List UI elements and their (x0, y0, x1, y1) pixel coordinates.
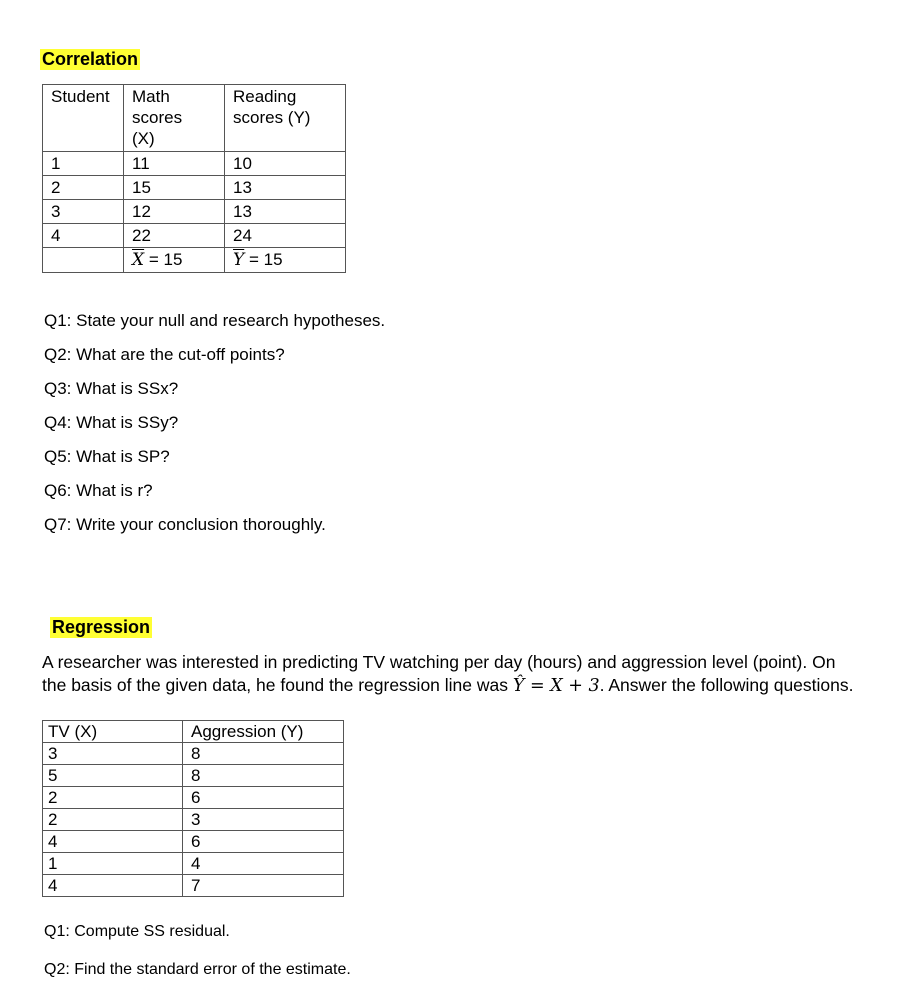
cell-aggression: 3 (183, 809, 344, 831)
cell-aggression: 8 (183, 765, 344, 787)
table-row (43, 743, 344, 765)
mean-row (43, 248, 346, 273)
header-tv: TV (X) (43, 721, 183, 743)
regression-equation: Ŷ = X + 3 (512, 676, 600, 696)
table-header-row (43, 85, 346, 152)
cell-tv: 1 (43, 853, 183, 875)
question: Q2: What are the cut-off points? (44, 345, 285, 364)
correlation-heading: Correlation (42, 49, 139, 69)
question: Q6: What is r? (44, 481, 153, 500)
cell-math: 11 (124, 152, 225, 176)
cell-reading: 10 (225, 152, 346, 176)
regression-intro-line2: the basis of the given data, he found the regression line was Ŷ = X + 3. Answer the following questions. (42, 675, 854, 696)
cell-aggression: 8 (183, 743, 344, 765)
table-header-row (43, 721, 344, 743)
table-row (43, 765, 344, 787)
mean-y: $\overline{Y} = 15$ (225, 248, 346, 273)
question: Q3: What is SSx? (44, 379, 179, 398)
header-aggression: Aggression (Y) (183, 721, 344, 743)
cell-math: 12 (124, 200, 225, 224)
table-row (43, 200, 346, 224)
cell-empty (43, 248, 124, 273)
cell-student: 2 (43, 176, 124, 200)
cell-tv: 2 (43, 787, 183, 809)
table-row (43, 853, 344, 875)
regression-intro-line1: A researcher was interested in predicting TV watching per day (hours) and aggression level (point). On (42, 652, 836, 672)
cell-student: 1 (43, 152, 124, 176)
cell-student: 3 (43, 200, 124, 224)
cell-tv: 2 (43, 809, 183, 831)
cell-aggression: 4 (183, 853, 344, 875)
table-row (43, 176, 346, 200)
cell-student: 4 (43, 224, 124, 248)
regression-table (42, 720, 344, 897)
cell-reading: 13 (225, 200, 346, 224)
cell-tv: 5 (43, 765, 183, 787)
table-row (43, 787, 344, 809)
cell-aggression: 7 (183, 875, 344, 897)
question: Q4: What is SSy? (44, 413, 179, 432)
cell-aggression: 6 (183, 787, 344, 809)
header-reading: Reading scores (Y) (225, 85, 346, 152)
header-student: Student (43, 85, 124, 152)
cell-aggression: 6 (183, 831, 344, 853)
question: Q1: Compute SS residual. (44, 923, 230, 940)
table-row (43, 224, 346, 248)
table-row (43, 809, 344, 831)
cell-tv: 4 (43, 831, 183, 853)
question: Q7: Write your conclusion thoroughly. (44, 515, 326, 534)
question: Q1: State your null and research hypotheses. (44, 311, 386, 330)
mean-x: $\overline{X} = 15$ (124, 248, 225, 273)
cell-reading: 13 (225, 176, 346, 200)
cell-tv: 3 (43, 743, 183, 765)
question: Q5: What is SP? (44, 447, 170, 466)
regression-heading: Regression (52, 617, 151, 637)
correlation-table (42, 84, 346, 273)
cell-tv: 4 (43, 875, 183, 897)
table-row (43, 152, 346, 176)
table-row (43, 875, 344, 897)
cell-math: 22 (124, 224, 225, 248)
cell-reading: 24 (225, 224, 346, 248)
cell-math: 15 (124, 176, 225, 200)
header-math: Math scores (X) (124, 85, 225, 152)
table-row (43, 831, 344, 853)
question: Q2: Find the standard error of the estimate. (44, 961, 351, 978)
